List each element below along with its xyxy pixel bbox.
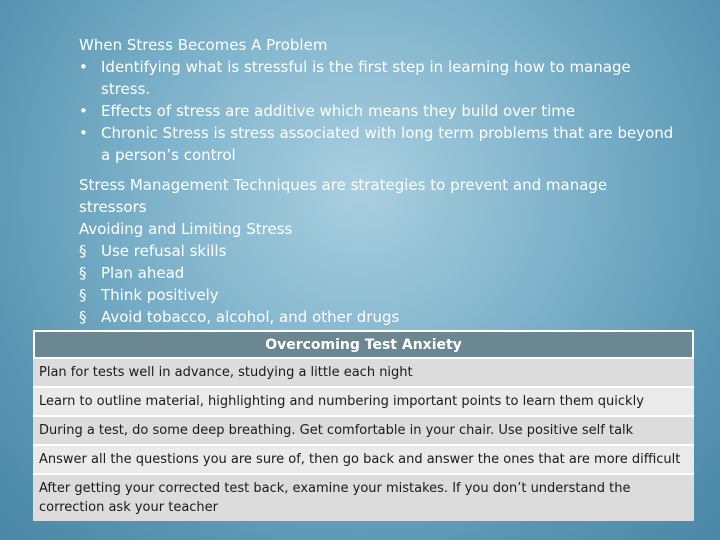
- bullet-text: Effects of stress are additive which means they build over time: [101, 102, 576, 120]
- slide-content: [79, 34, 679, 328]
- test-anxiety-table: [33, 330, 694, 521]
- bullet-text: Think positively: [101, 286, 219, 304]
- list-item: [79, 306, 679, 328]
- bullet-icon: •: [79, 102, 88, 120]
- techniques-bullet-list: [79, 240, 679, 328]
- section-mark-icon: §: [79, 242, 87, 260]
- table-row: Plan for tests well in advance, studying a little each night: [33, 357, 694, 386]
- problem-bullet-list: [79, 56, 679, 166]
- bullet-text: Avoid tobacco, alcohol, and other drugs: [101, 308, 400, 326]
- table-row: Answer all the questions you are sure of, then go back and answer the ones that are more difficult: [33, 444, 694, 473]
- list-item: [79, 122, 679, 166]
- table-row: Learn to outline material, highlighting and numbering important points to learn them quickly: [33, 386, 694, 415]
- bullet-text: Use refusal skills: [101, 242, 227, 260]
- section-mark-icon: §: [79, 308, 87, 326]
- list-item: [79, 262, 679, 284]
- bullet-text: Identifying what is stressful is the first step in learning how to manage stress.: [101, 58, 631, 98]
- list-item: [79, 284, 679, 306]
- section-mark-icon: §: [79, 286, 87, 304]
- list-item: [79, 240, 679, 262]
- list-item: [79, 100, 679, 122]
- table-row: During a test, do some deep breathing. Get comfortable in your chair. Use positive self talk: [33, 415, 694, 444]
- table-row: After getting your corrected test back, examine your mistakes. If you don’t understand the correction ask your teacher: [33, 473, 694, 521]
- bullet-icon: •: [79, 58, 88, 76]
- list-item: [79, 56, 679, 100]
- bullet-text: Chronic Stress is stress associated with long term problems that are beyond a person’s control: [101, 124, 674, 164]
- section-heading: When Stress Becomes A Problem: [79, 36, 328, 54]
- table-header: Overcoming Test Anxiety: [33, 330, 694, 357]
- bullet-icon: •: [79, 124, 88, 142]
- subheading: Avoiding and Limiting Stress: [79, 220, 293, 238]
- techniques-paragraph: Stress Management Techniques are strategies to prevent and manage stressors: [79, 176, 608, 216]
- section-mark-icon: §: [79, 264, 87, 282]
- bullet-text: Plan ahead: [101, 264, 185, 282]
